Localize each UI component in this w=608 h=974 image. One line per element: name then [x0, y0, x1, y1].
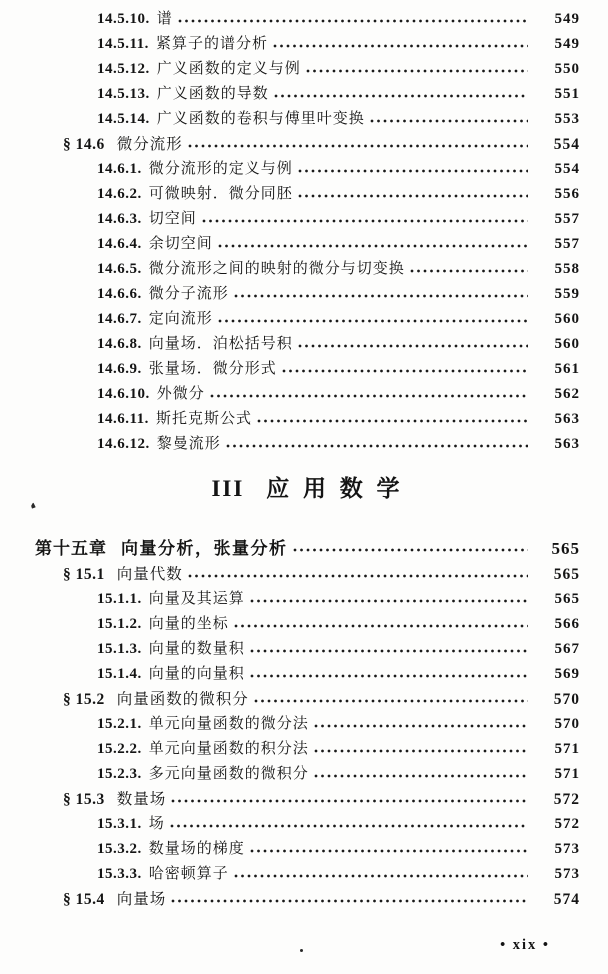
- toc-entry: [35, 307, 580, 332]
- toc-entry-title: 数量场的梯度: [148, 841, 245, 857]
- toc-entry: [35, 787, 580, 812]
- toc-entry-title: 向量的坐标: [148, 616, 229, 632]
- toc-entry-number: 15.2.3.: [97, 766, 142, 782]
- dot-leader: [250, 848, 528, 854]
- dot-leader: [226, 443, 528, 449]
- toc-entry-page: 573: [554, 841, 580, 857]
- toc-entry-title: 斯托克斯公式: [155, 411, 252, 427]
- toc-entry-title: 谱: [156, 11, 173, 27]
- dot-leader: [218, 318, 528, 324]
- dot-leader: [218, 243, 528, 249]
- toc-entry-page: 571: [554, 741, 580, 757]
- toc-entry: [35, 407, 580, 432]
- toc-entry-page: 562: [554, 386, 580, 402]
- toc-entry-page: 563: [554, 411, 580, 427]
- toc-entry-number: 14.6.9.: [97, 361, 142, 377]
- toc-entry: [35, 207, 580, 232]
- toc-entry-page: 556: [554, 186, 580, 202]
- toc-entry-page: 563: [554, 436, 580, 452]
- toc-entry-title: 余切空间: [148, 236, 213, 252]
- toc-entry-number: 14.5.10.: [97, 11, 150, 27]
- toc-entry-title: 向量场: [116, 891, 167, 908]
- toc-entry: [35, 612, 580, 637]
- dot-leader: [314, 748, 528, 754]
- toc-entry-page: 561: [554, 361, 580, 377]
- toc-entry-title: 广义函数的定义与例: [156, 61, 301, 77]
- toc-entry-number: 14.6.7.: [97, 311, 142, 327]
- toc-entry: [35, 357, 580, 382]
- toc-entry-title: 向量的向量积: [148, 666, 245, 682]
- dot-leader: [298, 168, 528, 174]
- dot-leader: [234, 293, 528, 299]
- dot-leader: [188, 573, 528, 579]
- toc-entry-number: 15.3.2.: [97, 841, 142, 857]
- toc-entry-title: 向量函数的微积分: [116, 691, 249, 708]
- toc-entry-page: 559: [554, 286, 580, 302]
- toc-entry-page: 560: [554, 311, 580, 327]
- dot-leader: [293, 547, 529, 553]
- dot-leader: [273, 43, 528, 49]
- toc-entry: [35, 587, 580, 612]
- toc-entry-page: 572: [554, 816, 580, 832]
- toc-entry-title: 黎曼流形: [156, 436, 221, 452]
- toc-entry-number: 14.6.5.: [97, 261, 142, 277]
- toc-entry: [35, 887, 580, 912]
- part-title: 应 用 数 学: [266, 476, 404, 501]
- toc-entry-number: 15.1.3.: [97, 641, 142, 657]
- toc-entry-number: 14.6.10.: [97, 386, 150, 402]
- toc-entry-page: 565: [551, 539, 580, 558]
- toc-entry-number: 15.3.1.: [97, 816, 142, 832]
- toc-entry-number: 15.2.2.: [97, 741, 142, 757]
- toc-entry-page: 551: [554, 86, 580, 102]
- dot-leader: [274, 93, 528, 99]
- toc-entry-title: 微分流形之间的映射的微分与切变换: [148, 261, 405, 277]
- toc-entry: [35, 762, 580, 787]
- toc-entry-number: 14.6.2.: [97, 186, 142, 202]
- toc-entry-title: 切空间: [148, 211, 197, 227]
- toc-entry-number: 14.5.14.: [97, 111, 150, 127]
- toc-entry: [35, 737, 580, 762]
- dot-leader: [254, 698, 528, 704]
- toc-entry-title: 紧算子的谱分析: [155, 36, 268, 52]
- toc-entry: [35, 32, 580, 57]
- toc-entry-page: 570: [553, 691, 580, 708]
- dot-leader: [250, 673, 528, 679]
- toc-entry-number: § 15.4: [63, 891, 105, 908]
- toc-entry-number: § 15.1: [63, 566, 105, 583]
- toc-entry-title: 微分子流形: [148, 286, 229, 302]
- toc-entry-title: 向量分析，张量分析: [121, 539, 288, 558]
- dot-leader: [298, 343, 528, 349]
- toc-list: [35, 7, 580, 912]
- toc-entry-page: 573: [554, 866, 580, 882]
- toc-entry-title: 外微分: [156, 386, 205, 402]
- toc-entry-page: 554: [553, 136, 580, 153]
- toc-entry: [35, 157, 580, 182]
- dot-leader: [282, 368, 528, 374]
- toc-entry: [35, 637, 580, 662]
- toc-entry-page: 571: [554, 766, 580, 782]
- toc-entry-page: 565: [554, 591, 580, 607]
- toc-entry-number: 14.6.4.: [97, 236, 142, 252]
- toc-entry-number: 14.6.1.: [97, 161, 142, 177]
- toc-entry-number: 15.2.1.: [97, 716, 142, 732]
- toc-entry-page: 572: [553, 791, 580, 808]
- dot-leader: [234, 623, 528, 629]
- toc-entry-title: 广义函数的导数: [156, 86, 269, 102]
- dot-leader: [298, 193, 528, 199]
- toc-entry-page: 557: [554, 236, 580, 252]
- toc-entry: [35, 382, 580, 407]
- scan-speck: [300, 949, 303, 952]
- toc-entry-page: 558: [554, 261, 580, 277]
- toc-entry: [35, 837, 580, 862]
- dot-leader: [234, 873, 528, 879]
- toc-entry-page: 557: [554, 211, 580, 227]
- toc-entry-number: 14.6.8.: [97, 336, 142, 352]
- dot-leader: [178, 18, 528, 24]
- dot-leader: [257, 418, 528, 424]
- toc-entry: [35, 862, 580, 887]
- dot-leader: [202, 218, 528, 224]
- toc-entry-title: 单元向量函数的积分法: [148, 741, 309, 757]
- toc-entry-page: 554: [554, 161, 580, 177]
- toc-entry-title: 向量代数: [116, 566, 183, 583]
- toc-entry-number: 14.5.13.: [97, 86, 150, 102]
- toc-entry-page: 550: [554, 61, 580, 77]
- toc-entry: [35, 107, 580, 132]
- dot-leader: [410, 268, 528, 274]
- dot-leader: [250, 648, 528, 654]
- toc-entry: [35, 562, 580, 587]
- dot-leader: [188, 143, 528, 149]
- toc-entry-number: 15.1.2.: [97, 616, 142, 632]
- toc-entry: [35, 687, 580, 712]
- toc-entry-number: 15.1.4.: [97, 666, 142, 682]
- toc-entry: [35, 182, 580, 207]
- dot-leader: [170, 823, 528, 829]
- toc-entry: [35, 232, 580, 257]
- toc-entry: [35, 57, 580, 82]
- toc-entry-number: 15.1.1.: [97, 591, 142, 607]
- toc-entry-title: 哈密顿算子: [148, 866, 229, 882]
- toc-entry-title: 微分流形的定义与例: [148, 161, 293, 177]
- dot-leader: [314, 773, 528, 779]
- toc-entry-title: 向量的数量积: [148, 641, 245, 657]
- toc-entry-page: 566: [554, 616, 580, 632]
- toc-entry-title: 向量场．泊松括号积: [148, 336, 293, 352]
- toc-entry: [35, 132, 580, 157]
- toc-entry-page: 570: [554, 716, 580, 732]
- toc-entry-number: § 15.3: [63, 791, 105, 808]
- toc-entry: [35, 432, 580, 457]
- toc-entry-title: 向量及其运算: [148, 591, 245, 607]
- toc-entry-page: 553: [554, 111, 580, 127]
- toc-entry: [35, 535, 580, 562]
- toc-entry-page: 565: [553, 566, 580, 583]
- toc-entry-page: 549: [554, 11, 580, 27]
- toc-entry-number: 14.6.11.: [97, 411, 149, 427]
- toc-entry-number: 15.3.3.: [97, 866, 142, 882]
- toc-entry: [35, 332, 580, 357]
- dot-leader: [306, 68, 528, 74]
- toc-entry: [35, 662, 580, 687]
- toc-entry-page: 549: [554, 36, 580, 52]
- part-header: [35, 473, 580, 505]
- toc-entry: [35, 812, 580, 837]
- dot-leader: [171, 798, 528, 804]
- toc-entry-number: 第十五章: [35, 539, 107, 558]
- toc-entry: [35, 82, 580, 107]
- toc-entry-title: 可微映射．微分同胚: [148, 186, 293, 202]
- toc-entry-title: 多元向量函数的微积分: [148, 766, 309, 782]
- toc-entry-page: 560: [554, 336, 580, 352]
- toc-entry-title: 广义函数的卷积与傅里叶变换: [156, 111, 365, 127]
- toc-entry-title: 定向流形: [148, 311, 213, 327]
- toc-entry-title: 数量场: [116, 791, 167, 808]
- toc-entry-title: 单元向量函数的微分法: [148, 716, 309, 732]
- toc-entry-number: 14.5.12.: [97, 61, 150, 77]
- toc-entry-title: 场: [148, 816, 165, 832]
- toc-entry-title: 张量场．微分形式: [148, 361, 277, 377]
- toc-entry-page: 574: [553, 891, 580, 908]
- toc-entry-page: 569: [554, 666, 580, 682]
- page-number-footer: • xix •: [500, 937, 550, 953]
- toc-entry: [35, 712, 580, 737]
- toc-entry-number: 14.6.3.: [97, 211, 142, 227]
- toc-entry-number: § 15.2: [63, 691, 105, 708]
- toc-entry: [35, 7, 580, 32]
- toc-entry-page: 567: [554, 641, 580, 657]
- toc-entry: [35, 257, 580, 282]
- dot-leader: [171, 898, 528, 904]
- toc-entry-number: 14.6.6.: [97, 286, 142, 302]
- toc-entry: [35, 282, 580, 307]
- toc-entry-number: § 14.6: [63, 136, 105, 153]
- dot-leader: [370, 118, 528, 124]
- toc-entry-number: 14.6.12.: [97, 436, 150, 452]
- toc-entry-number: 14.5.11.: [97, 36, 149, 52]
- toc-entry-title: 微分流形: [116, 136, 183, 153]
- dot-leader: [250, 598, 528, 604]
- part-numeral: III: [211, 476, 245, 501]
- dot-leader: [210, 393, 528, 399]
- dot-leader: [314, 723, 528, 729]
